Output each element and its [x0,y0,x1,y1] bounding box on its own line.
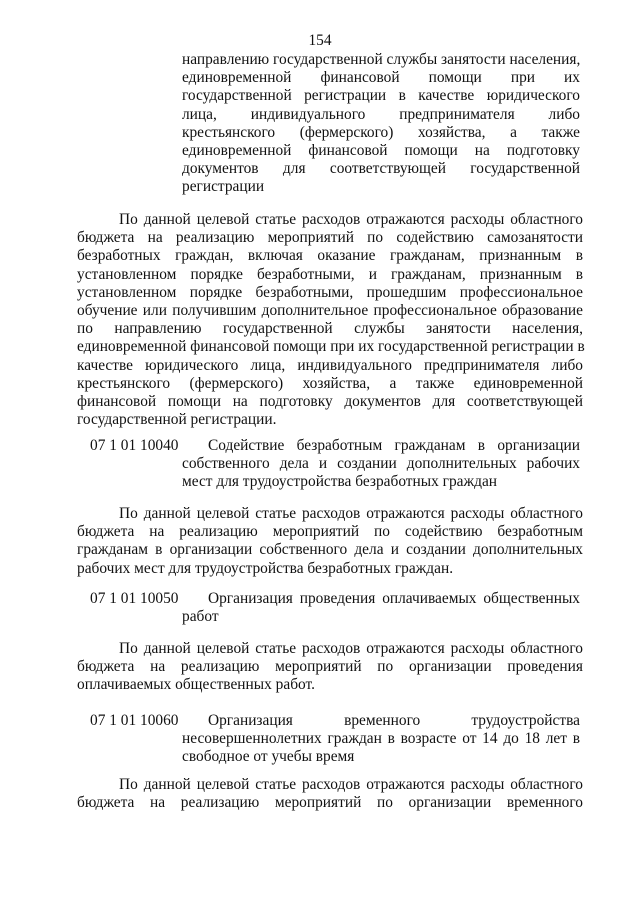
text-line: регистрации [182,178,265,196]
item-title-10050 [208,590,580,608]
item-title-10040-continued [182,455,580,491]
paragraph-self-employment [77,211,583,429]
text-line: бюджета на реализацию мероприятий по содействию безработным [77,523,583,541]
text-line: установленном порядке безработными, прошедшим профессиональное [77,283,583,301]
text-line: государственной регистрации. [77,411,277,429]
text-line: качестве юридического лица, индивидуального предпринимателя либо [77,356,583,374]
text-line: установленном порядке безработными, и гражданам, признанным в [77,265,583,283]
text-line: бюджета на реализацию мероприятий по организации временного [77,794,583,812]
paragraph-own-business [77,505,583,578]
text-line: единовременной финансовой помощи при их [182,69,580,87]
text-line: финансовой помощи на подготовку документов для соответствующей [77,392,583,410]
item-title-10060-continued [182,730,580,766]
text-line: обучение или получившим дополнительное профессиональное образование [77,301,583,319]
budget-code: 07 1 01 10050 [90,590,179,607]
text-line: оплачиваемых общественных работ. [77,676,315,694]
text-line: безработных граждан, включая оказание гражданам, признанным в [77,247,583,265]
text-line: Организация проведения оплачиваемых общественных [208,590,580,607]
text-line: По данной целевой статье расходов отражаются расходы областного [119,505,583,522]
budget-code: 07 1 01 10060 [90,712,179,729]
text-line: работ [182,608,219,626]
text-line: гражданам в организации собственного дела и создании дополнительных [77,541,583,559]
text-line: бюджета на реализацию мероприятий по содействию самозанятости [77,229,583,247]
text-line: рабочих мест для трудоустройства безработных граждан. [77,559,454,577]
item-description-continuation [182,51,580,197]
text-line: собственного дела и создании дополнительных рабочих [182,455,580,473]
text-line: Организация временного трудоустройства [208,712,580,729]
text-line: По данной целевой статье расходов отражаются расходы областного [119,211,583,228]
text-line: направлению государственной службы занятости населения, [182,51,581,68]
paragraph-public-works [77,640,583,695]
text-line: документов для соответствующей государственной [182,160,580,178]
paragraph-temporary-employment [77,776,583,812]
text-line: лица, индивидуального предпринимателя либо [182,105,580,123]
text-line: крестьянского (фермерского) хозяйства, а также единовременной [77,374,583,392]
text-line: единовременной финансовой помощи на подготовку [182,141,580,159]
text-line: свободное от учебы время [182,748,355,766]
text-line: По данной целевой статье расходов отражаются расходы областного [119,640,583,657]
text-line: По данной целевой статье расходов отражаются расходы областного [119,776,583,793]
text-line: мест для трудоустройства безработных граждан [182,473,498,491]
text-line: государственной регистрации в качестве юридического [182,87,580,105]
text-line: единовременной финансовой помощи при их государственной регистрации в [77,338,585,356]
text-line: Содействие безработным гражданам в организации [208,437,580,454]
item-title-10040 [208,437,580,455]
page-number: 154 [308,32,332,49]
text-line: крестьянского (фермерского) хозяйства, а также [182,123,580,141]
text-line: бюджета на реализацию мероприятий по организации проведения [77,658,583,676]
item-title-10060 [208,712,580,730]
text-line: по направлению государственной службы занятости населения, [77,320,583,338]
budget-code: 07 1 01 10040 [90,437,179,454]
text-line: несовершеннолетних граждан в возрасте от 14 до 18 лет в [182,730,580,748]
item-title-10050-continued [182,608,580,626]
